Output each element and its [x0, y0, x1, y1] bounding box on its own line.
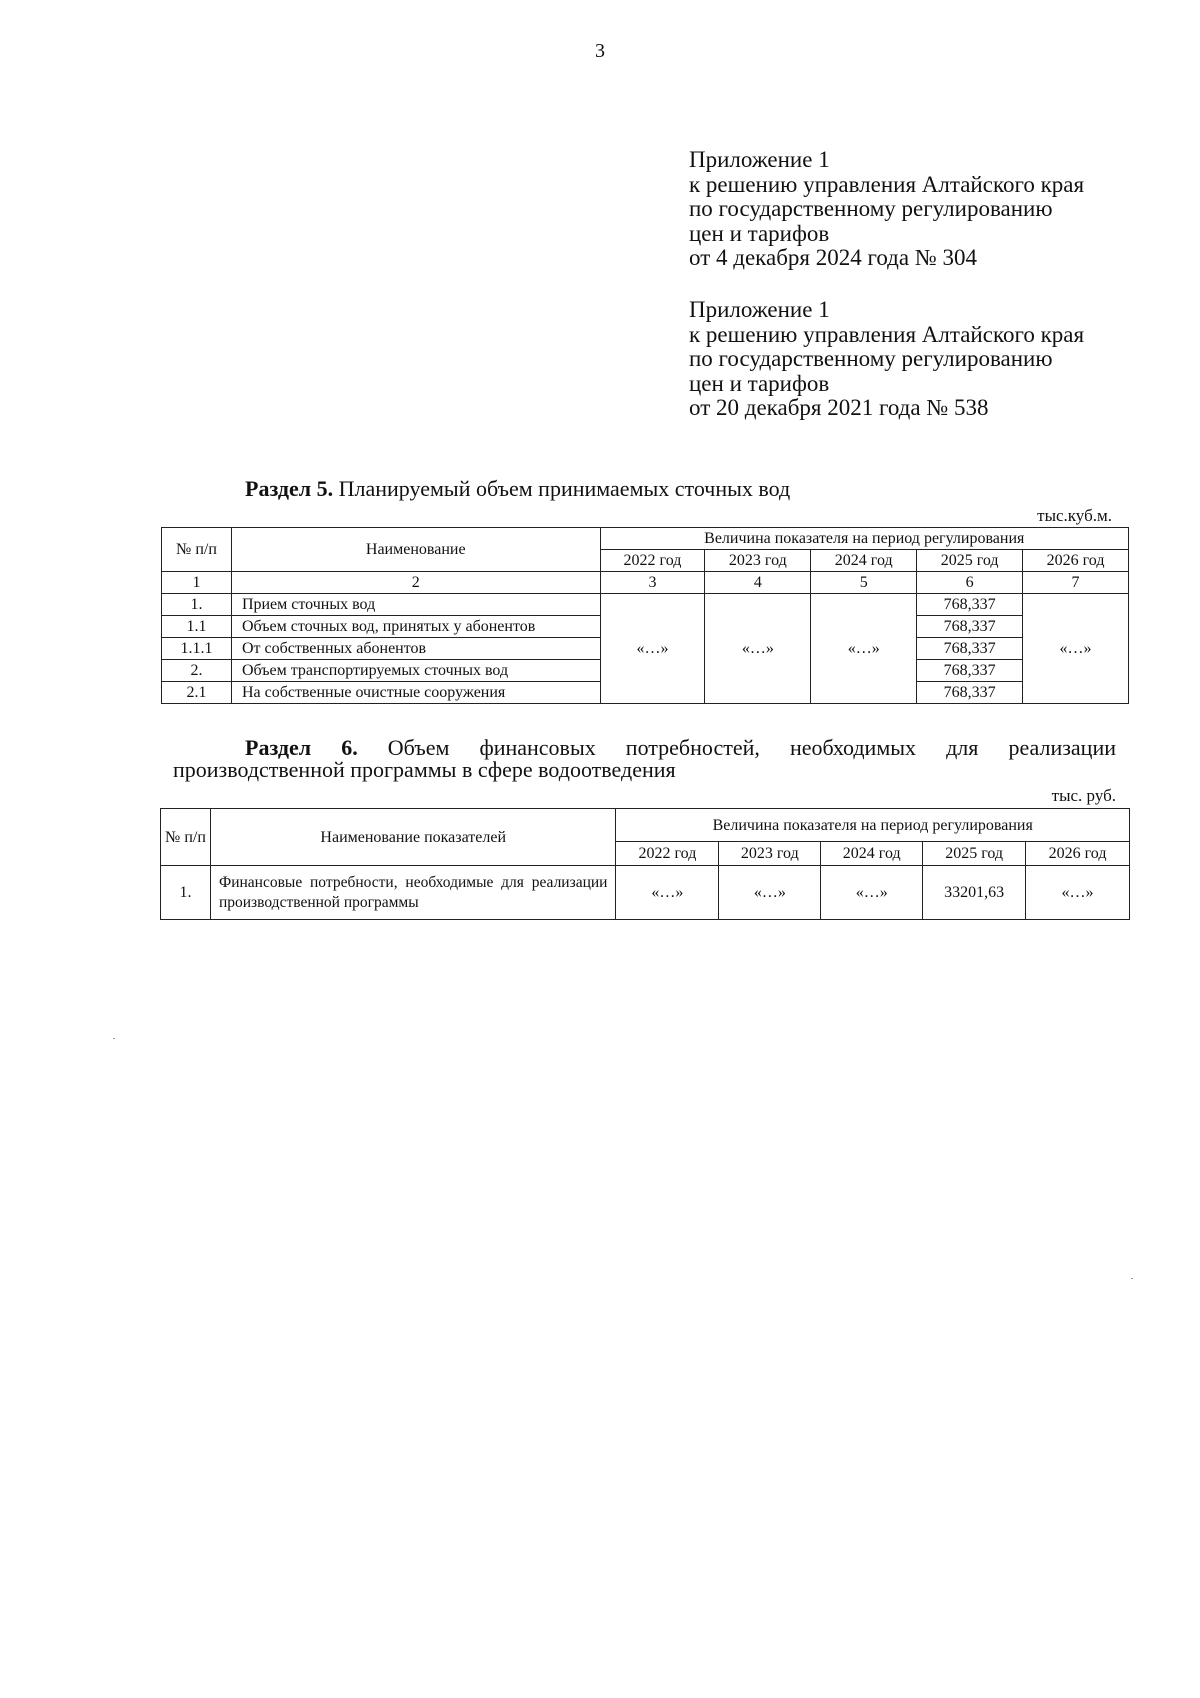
header-year: 2023 год	[719, 842, 821, 866]
column-number: 3	[600, 572, 705, 594]
header-year: 2024 год	[821, 842, 923, 866]
section5-label: Раздел 5.	[245, 476, 334, 501]
header-year: 2025 год	[917, 550, 1023, 572]
row-value-2022: «…»	[616, 866, 719, 920]
row-num: 2.1	[162, 682, 232, 704]
header-period: Величина показателя на период регулирования	[600, 528, 1128, 550]
section6-heading	[173, 737, 1116, 781]
column-number: 5	[811, 572, 917, 594]
row-value-2025: 33201,63	[923, 866, 1026, 920]
annex-line: от 4 декабря 2024 года № 304	[689, 245, 978, 270]
column-number: 4	[705, 572, 811, 594]
merged-value-2024: «…»	[811, 594, 917, 704]
section6-title-line1: Объем финансовых потребностей, необходимых для реализации	[387, 735, 1116, 760]
column-number: 1	[162, 572, 232, 594]
header-year: 2025 год	[923, 842, 1026, 866]
header-name: Наименование	[231, 528, 600, 572]
row-value-2025: 768,337	[917, 660, 1023, 682]
annex-line: Приложение 1	[689, 297, 830, 322]
header-num: № п/п	[161, 809, 211, 866]
row-num: 1.	[162, 594, 232, 616]
section6-title-line2: производственной программы в сфере водоотведения	[173, 757, 676, 782]
row-name: Объем транспортируемых сточных вод	[231, 660, 600, 682]
section6-table	[160, 808, 1130, 920]
row-name: На собственные очистные сооружения	[231, 682, 600, 704]
header-year: 2026 год	[1023, 550, 1129, 572]
header-name: Наименование показателей	[210, 809, 616, 866]
annex-previous-header	[689, 298, 1084, 421]
annex-line: Приложение 1	[689, 147, 830, 172]
page-number: 3	[595, 40, 605, 62]
merged-value-2023: «…»	[705, 594, 811, 704]
row-name: От собственных абонентов	[231, 638, 600, 660]
row-num: 2.	[162, 660, 232, 682]
row-value-2025: 768,337	[917, 594, 1023, 616]
header-year: 2023 год	[705, 550, 811, 572]
header-year: 2022 год	[600, 550, 705, 572]
row-name: Прием сточных вод	[231, 594, 600, 616]
section6-label: Раздел 6.	[245, 735, 358, 760]
annex-current-header	[689, 148, 1084, 271]
annex-line: от 20 декабря 2021 года № 538	[689, 395, 989, 420]
scan-speck	[113, 1038, 115, 1039]
header-year: 2024 год	[811, 550, 917, 572]
header-year: 2022 год	[616, 842, 719, 866]
column-number: 7	[1023, 572, 1129, 594]
header-year: 2026 год	[1026, 842, 1130, 866]
table-row	[161, 866, 1130, 920]
table-row	[162, 594, 1129, 616]
section5-table	[161, 527, 1129, 704]
row-num: 1.1.1	[162, 638, 232, 660]
scan-speck	[1131, 1278, 1133, 1279]
section5-title: Планируемый объем принимаемых сточных вод	[338, 476, 791, 501]
annex-line: к решению управления Алтайского края	[689, 321, 1085, 347]
row-value-2024: «…»	[821, 866, 923, 920]
section6-heading-line1	[173, 737, 1116, 759]
section5-unit: тыс.куб.м.	[1037, 506, 1112, 525]
annex-line: по государственному регулированию	[689, 346, 1053, 371]
column-number: 6	[917, 572, 1023, 594]
section6-unit: тыс. руб.	[1051, 786, 1116, 805]
row-num: 1.	[161, 866, 211, 920]
row-name: Объем сточных вод, принятых у абонентов	[231, 616, 600, 638]
row-value-2025: 768,337	[917, 616, 1023, 638]
row-value-2025: 768,337	[917, 638, 1023, 660]
row-value-2023: «…»	[719, 866, 821, 920]
row-value-2025: 768,337	[917, 682, 1023, 704]
annex-line: по государственному регулированию	[689, 196, 1053, 221]
annex-line: цен и тарифов	[689, 370, 830, 396]
annex-line: цен и тарифов	[689, 220, 830, 246]
row-value-2026: «…»	[1026, 866, 1130, 920]
merged-value-2026: «…»	[1023, 594, 1129, 704]
header-num: № п/п	[162, 528, 232, 572]
header-period: Величина показателя на период регулирования	[616, 809, 1130, 842]
merged-value-2022: «…»	[600, 594, 705, 704]
annex-line: к решению управления Алтайского края	[689, 171, 1085, 197]
row-name: Финансовые потребности, необходимые для реализации производственной программы	[210, 866, 616, 920]
column-number: 2	[231, 572, 600, 594]
section5-heading	[245, 476, 790, 502]
row-num: 1.1	[162, 616, 232, 638]
